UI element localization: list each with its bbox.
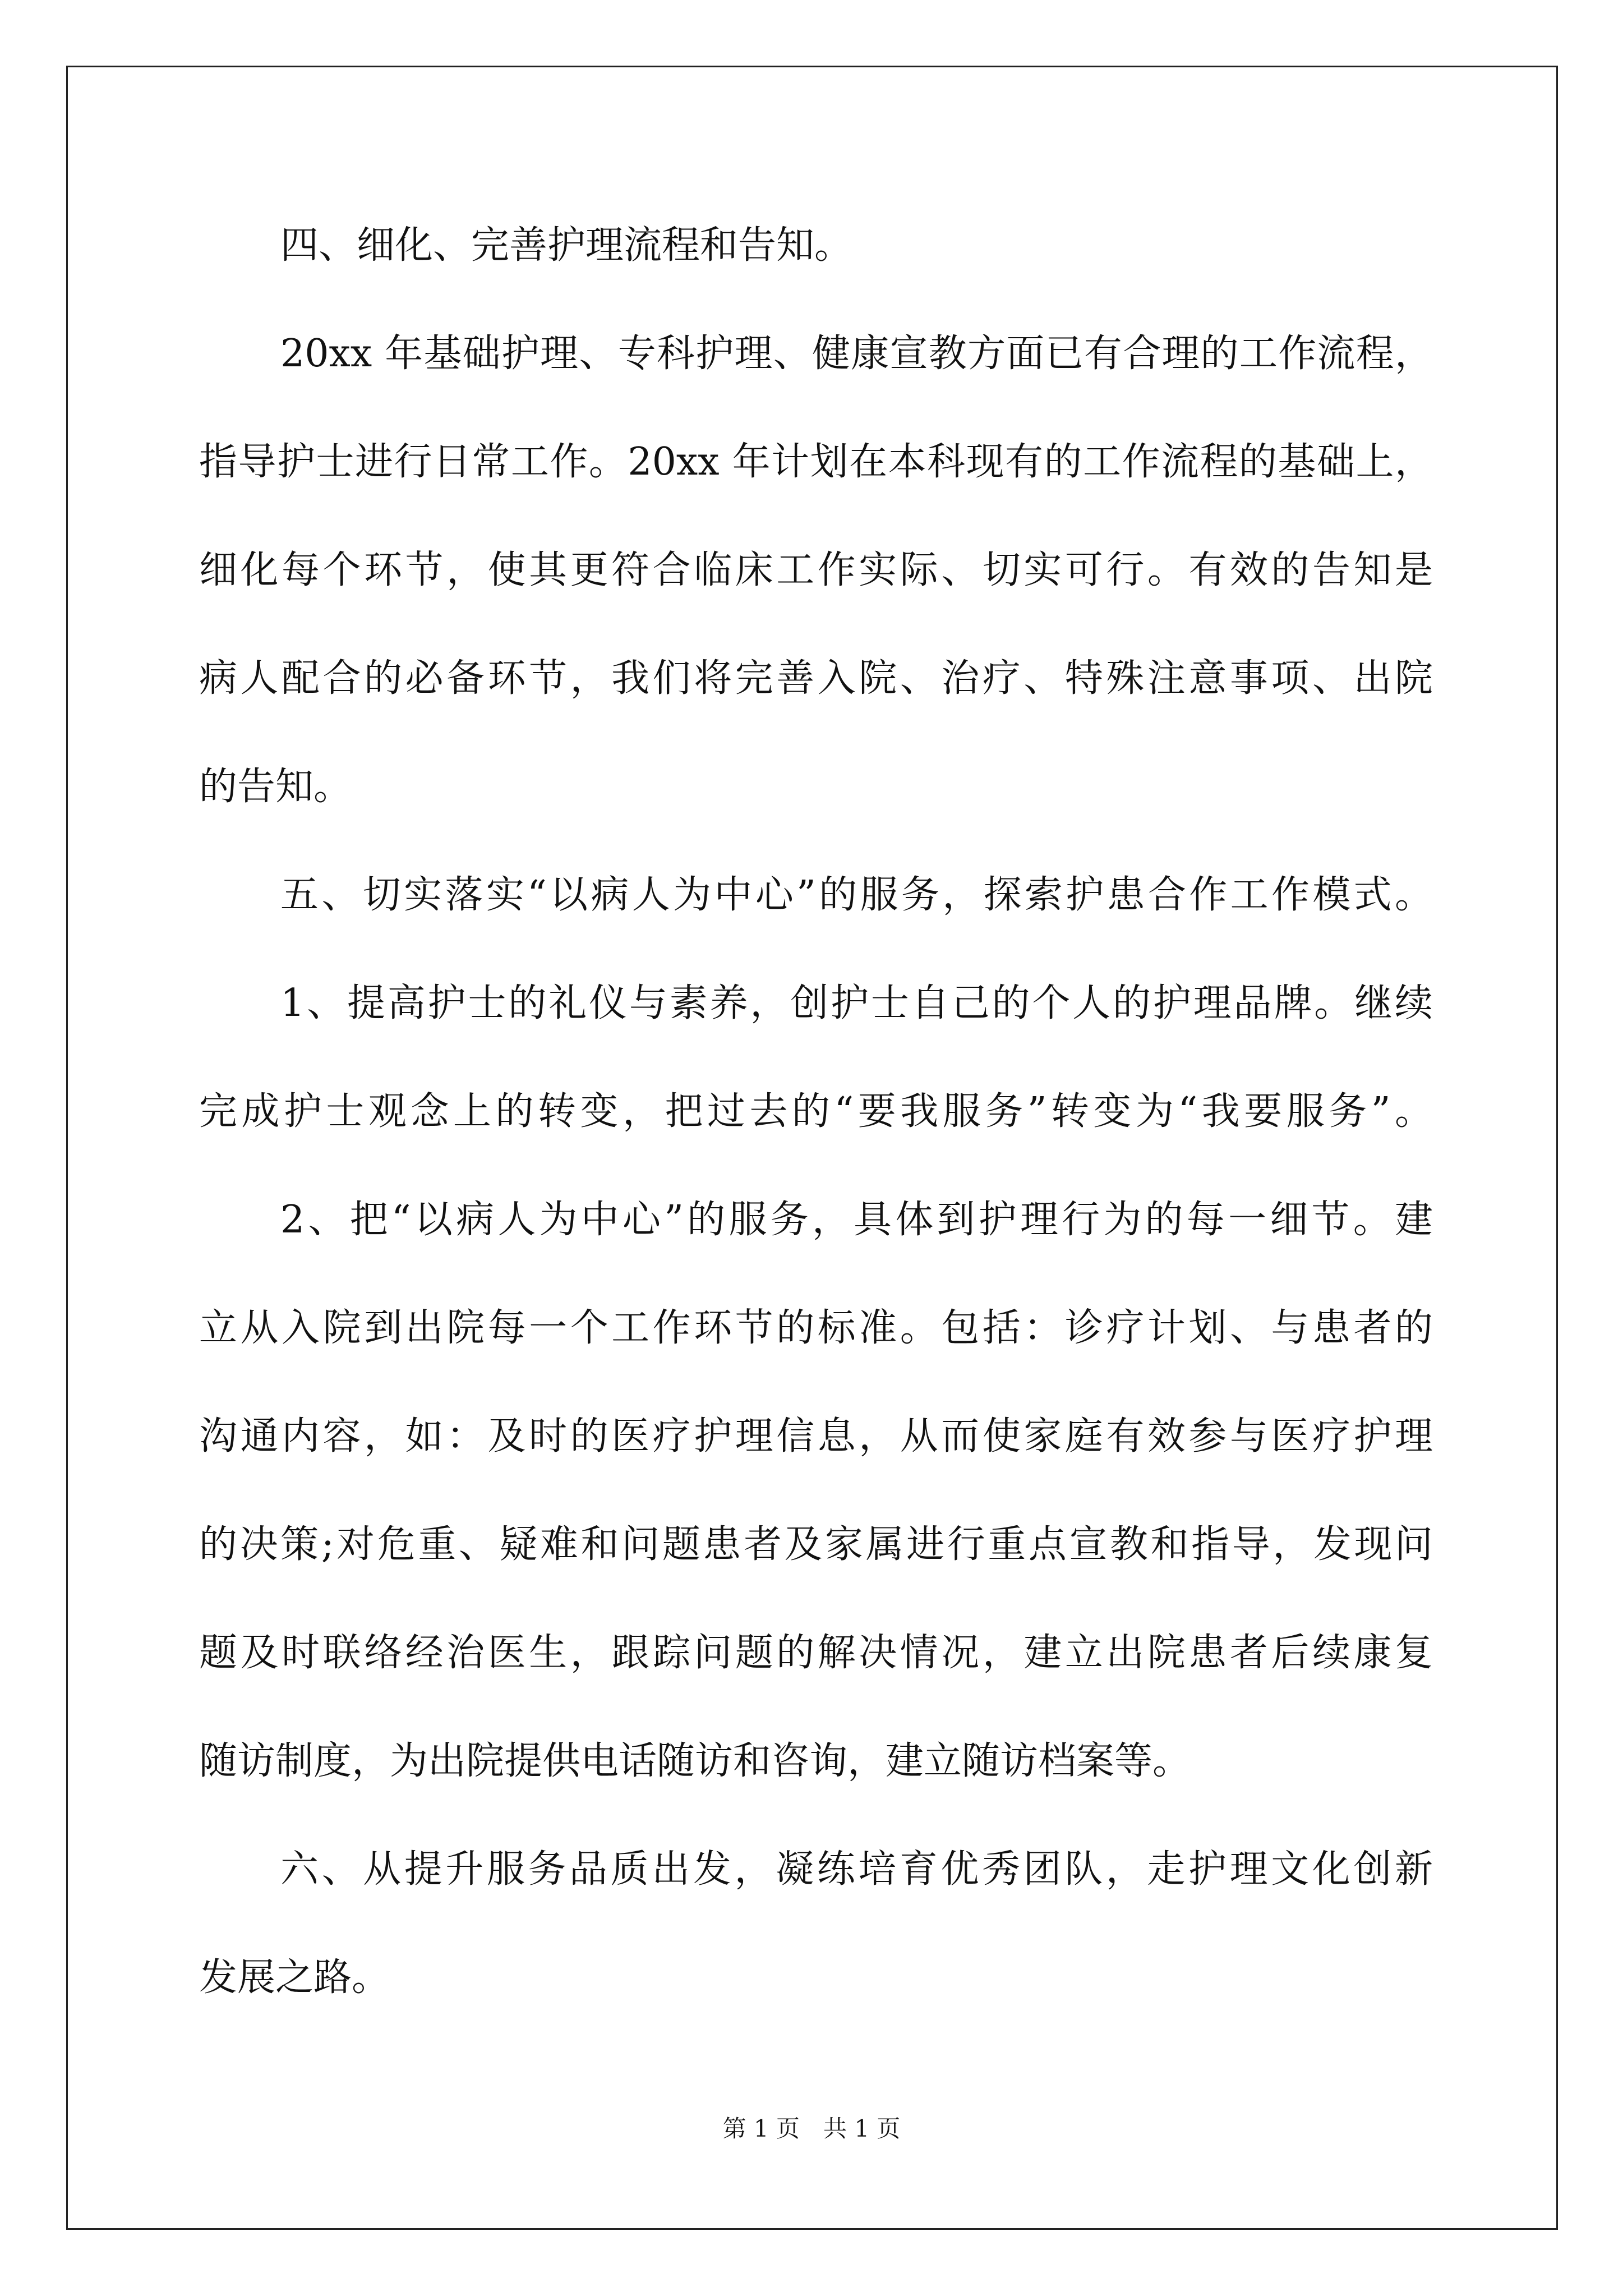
paragraph-heading-6: 六、从提升服务品质出发，凝练培育优秀团队，走护理文化创新 (280, 1847, 1433, 1892)
text-line: 完成护士观念上的转变，把过去的“要我服务”转变为“我要服务”。 (199, 1089, 1433, 1134)
text-line: 病人配合的必备环节，我们将完善入院、治疗、特殊注意事项、出院 (199, 656, 1433, 701)
text-line: 的告知。 (199, 765, 352, 809)
page-number-footer: 第 1 页 共 1 页 (722, 2115, 901, 2142)
text-line: 细化每个环节，使其更符合临床工作实际、切实可行。有效的告知是 (199, 548, 1433, 592)
page-border (66, 66, 1558, 2230)
text-line: 1、提高护士的礼仪与素养，创护士自己的个人的护理品牌。继续 (280, 981, 1433, 1025)
paragraph-heading-4: 四、细化、完善护理流程和告知。 (280, 223, 853, 268)
text-line: 题及时联络经治医生，跟踪问题的解决情况，建立出院患者后续康复 (199, 1631, 1433, 1675)
text-line: 2、把“以病人为中心”的服务，具体到护理行为的每一细节。建 (280, 1198, 1433, 1242)
paragraph-heading-5: 五、切实落实“以病人为中心”的服务，探索护患合作工作模式。 (280, 873, 1433, 917)
text-line: 的决策;对危重、疑难和问题患者及家属进行重点宣教和指导，发现问 (199, 1522, 1433, 1567)
text-line: 沟通内容，如：及时的医疗护理信息，从而使家庭有效参与医疗护理 (199, 1414, 1433, 1458)
text-line: 随访制度，为出院提供电话随访和咨询，建立随访档案等。 (199, 1739, 1191, 1783)
text-line: 发展之路。 (199, 1955, 390, 2000)
text-line: 指导护士进行日常工作。20xx 年计划在本科现有的工作流程的基础上， (199, 440, 1433, 484)
text-line: 20xx 年基础护理、专科护理、健康宣教方面已有合理的工作流程， (280, 332, 1433, 376)
text-line: 立从入院到出院每一个工作环节的标准。包括：诊疗计划、与患者的 (199, 1306, 1433, 1350)
